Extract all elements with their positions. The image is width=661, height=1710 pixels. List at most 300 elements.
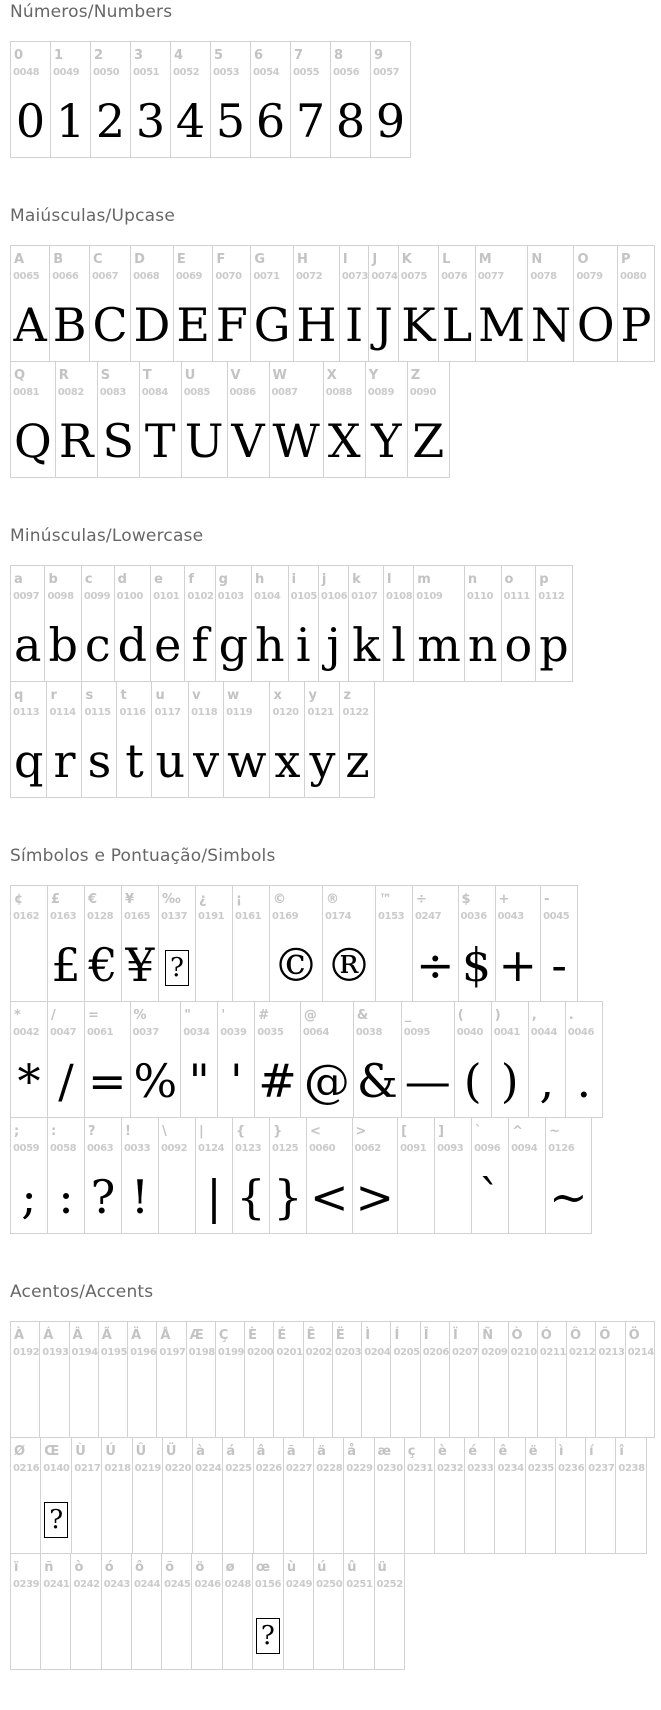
glyph-cell-0046 [565,1001,603,1118]
section-title-symbols: Símbolos e Pontuação/Simbols [10,846,276,866]
cell-glyph [362,1360,390,1437]
cell-code-label: 0123 [235,1143,262,1154]
cell-glyph: y [309,734,336,788]
cell-char-label: e [154,572,163,587]
glyph-cell-0118 [188,681,224,798]
cell-code-label: 0103 [217,591,244,602]
cell-code-label: 0252 [376,1579,403,1590]
cell-char-label: Ú [105,1444,116,1459]
cell-code-label: 0083 [99,387,126,398]
cell-char-label: x [273,688,282,703]
glyph-cell-0137 [158,885,196,1002]
cell-code-label: 0092 [161,1143,188,1154]
glyph-cell-0065 [10,245,50,362]
cell-glyph: D [133,298,171,352]
glyph-cell-0084 [139,361,182,478]
cell-glyph [421,1360,449,1437]
glyph-cell-0211 [537,1321,567,1438]
cell-glyph [233,924,269,1001]
glyph-cell-0126 [545,1117,592,1234]
cell-char-label: ù [286,1560,297,1575]
cell-glyph: ÷ [416,938,455,992]
cell-glyph: 2 [95,94,126,148]
glyph-cell-0076 [438,245,476,362]
cell-code-label: 0084 [141,387,168,398]
glyph-cell-0200 [244,1321,274,1438]
cell-glyph: : [58,1170,74,1224]
cell-char-label: A [14,252,25,267]
cell-char-label: 7 [294,48,304,63]
cell-char-label: + [498,892,510,907]
cell-char-label: l [387,572,392,587]
cell-char-label: 5 [214,48,224,63]
cell-glyph: ` [478,1170,502,1224]
cell-glyph: £ [51,938,81,992]
cell-code-label: 0051 [133,67,160,78]
glyph-cell-0235 [525,1437,556,1554]
glyph-cell-0209 [478,1321,508,1438]
glyph-row [10,565,573,682]
glyph-cell-0052 [170,41,211,158]
cell-code-label: 0207 [451,1347,479,1358]
cell-glyph [102,1592,131,1669]
cell-code-label: 0197 [159,1347,186,1358]
cell-code-label: 0128 [87,911,114,922]
glyph-cell-0058 [47,1117,85,1234]
cell-code-label: 0107 [351,591,378,602]
cell-code-label: 0070 [215,271,242,282]
glyph-cell-0054 [250,41,291,158]
glyph-cell-0109 [413,565,465,682]
cell-char-label: Â [72,1328,83,1343]
cell-char-label: w [227,688,240,703]
glyph-cell-0199 [215,1321,245,1438]
cell-glyph: j [326,618,341,672]
cell-code-label: 0081 [13,387,40,398]
cell-code-label: 0124 [198,1143,225,1154]
cell-code-label: 0046 [567,1027,594,1038]
cell-code-label: 0196 [130,1347,157,1358]
glyph-cell-0224 [192,1437,223,1554]
cell-glyph: Z [412,414,445,468]
cell-char-label: b [48,572,58,587]
cell-glyph: } [273,1170,303,1224]
cell-glyph: r [53,734,76,788]
cell-glyph: % [133,1054,178,1108]
cell-code-label: 0080 [620,271,647,282]
glyph-cell-0204 [361,1321,391,1438]
cell-char-label: @ [303,1008,317,1023]
glyph-cell-0060 [306,1117,353,1234]
cell-code-label: 0118 [191,707,218,718]
glyph-cell-0034 [180,1001,218,1118]
glyph-cell-0242 [70,1553,101,1670]
cell-code-label: 0036 [460,911,487,922]
glyph-cell-0056 [330,41,371,158]
cell-glyph [495,1476,524,1553]
glyph-row [10,41,411,158]
cell-char-label: p [539,572,549,587]
glyph-cell-0246 [191,1553,222,1670]
glyph-cell-0048 [10,41,51,158]
missing-glyph-box: ? [256,1618,280,1654]
cell-char-label: Q [14,368,26,383]
glyph-cell-0193 [39,1321,69,1438]
cell-code-label: 0090 [409,387,437,398]
glyph-cell-0203 [332,1321,362,1438]
cell-char-label: Ã [101,1328,112,1343]
cell-code-label: 0069 [175,271,203,282]
glyph-cell-0047 [47,1001,85,1118]
cell-code-label: 0076 [441,271,468,282]
glyph-cell-0225 [222,1437,253,1554]
cell-code-label: 0098 [47,591,74,602]
cell-char-label: í [589,1444,594,1459]
cell-glyph [245,1360,273,1437]
cell-code-label: 0250 [316,1579,343,1590]
glyph-cell-0050 [90,41,131,158]
glyph-cell-0251 [343,1553,374,1670]
section-accents [10,1282,661,1670]
cell-glyph [163,1476,192,1553]
cell-char-label: * [14,1008,21,1023]
glyph-cell-0230 [374,1437,405,1554]
glyph-cell-0124 [195,1117,233,1234]
glyph-cell-0244 [131,1553,162,1670]
cell-glyph: k [352,618,381,672]
cell-glyph: w [227,734,267,788]
cell-code-label: 0105 [290,591,317,602]
glyph-cell-0043 [495,885,542,1002]
cell-glyph [71,1592,100,1669]
cell-code-label: 0204 [364,1347,391,1358]
cell-glyph [556,1476,585,1553]
cell-code-label: 0033 [124,1143,151,1154]
cell-glyph: 3 [135,94,166,148]
cell-glyph: © [273,938,319,992]
cell-char-label: & [356,1008,369,1023]
cell-glyph: p [539,618,569,672]
glyph-cell-0229 [343,1437,374,1554]
glyph-cell-0241 [40,1553,71,1670]
cell-glyph: K [401,298,436,352]
cell-glyph [344,1592,373,1669]
section-title-accents: Acentos/Accents [10,1282,154,1302]
cell-code-label: 0234 [497,1463,524,1474]
glyph-cell-0038 [353,1001,402,1118]
glyph-cell-0096 [471,1117,509,1234]
cell-char-label: ì [558,1444,564,1459]
cell-char-label: ö [195,1560,205,1575]
cell-glyph [465,1476,494,1553]
cell-code-label: 0238 [618,1463,645,1474]
glyph-cell-0191 [195,885,233,1002]
cell-glyph: f [191,618,209,672]
cell-glyph [253,1592,283,1669]
cell-glyph [11,924,47,1001]
glyph-cell-0218 [101,1437,132,1554]
cell-char-label: , [531,1008,537,1023]
cell-code-label: 0091 [400,1143,427,1154]
cell-glyph: I [345,298,364,352]
cell-char-label: 1 [54,48,64,63]
glyph-cell-0064 [300,1001,354,1118]
glyph-cell-0113 [10,681,47,798]
cell-code-label: 0121 [307,707,334,718]
cell-glyph [596,1360,624,1437]
cell-code-label: 0249 [285,1579,313,1590]
cell-char-label: t [120,688,127,703]
cell-code-label: 0122 [342,707,369,718]
cell-code-label: 0047 [50,1027,77,1038]
cell-char-label: 8 [334,48,344,63]
cell-code-label: 0126 [548,1143,575,1154]
cell-char-label: s [85,688,94,703]
cell-char-label: Û [135,1444,147,1459]
section-symbols [10,846,661,1234]
cell-glyph: 5 [215,94,246,148]
glyph-table-uppercase [10,245,655,478]
cell-glyph: * [17,1054,41,1108]
cell-code-label: 0077 [477,271,504,282]
cell-char-label: = [88,1008,99,1023]
cell-code-label: 0233 [467,1463,494,1474]
glyph-cell-0192 [10,1321,40,1438]
cell-code-label: 0099 [83,591,111,602]
glyph-cell-0051 [130,41,171,158]
cell-char-label: Ô [570,1328,582,1343]
cell-glyph: E [176,298,210,352]
glyph-cell-0073 [339,245,369,362]
cell-code-label: 0109 [416,591,443,602]
cell-char-label: c [84,572,93,587]
glyph-cell-0081 [10,361,56,478]
glyph-cell-0234 [494,1437,525,1554]
glyph-table-lowercase [10,565,655,798]
glyph-cell-0053 [210,41,251,158]
cell-code-label: 0165 [124,911,151,922]
cell-char-label: M [478,252,492,267]
glyph-cell-0110 [464,565,502,682]
glyph-cell-0083 [97,361,140,478]
cell-char-label: œ [255,1560,271,1575]
cell-code-label: 0230 [376,1463,403,1474]
glyph-cell-0249 [283,1553,314,1670]
glyph-cell-0092 [158,1117,196,1234]
glyph-table-numbers [10,41,655,158]
cell-glyph [102,1476,131,1553]
cell-char-label: T [142,368,152,383]
cell-code-label: 0088 [325,387,353,398]
cell-char-label: æ [377,1444,392,1459]
glyph-row [10,361,450,478]
glyph-cell-0112 [535,565,572,682]
glyph-row [10,1321,655,1438]
cell-char-label: û [347,1560,357,1575]
cell-glyph: s [87,734,112,788]
glyph-cell-0121 [304,681,340,798]
glyph-cell-0089 [365,361,408,478]
character-map-page [0,2,661,1710]
cell-glyph: + [498,938,538,992]
glyph-cell-0033 [121,1117,159,1234]
cell-code-label: 0111 [503,591,530,602]
cell-code-label: 0059 [13,1143,40,1154]
glyph-cell-0074 [368,245,398,362]
cell-code-label: 0213 [598,1347,625,1358]
cell-glyph: ! [130,1170,150,1224]
cell-glyph: " [188,1054,210,1108]
glyph-cell-0237 [585,1437,616,1554]
cell-code-label: 0094 [511,1143,538,1154]
cell-char-label: 9 [374,48,384,63]
cell-glyph [162,1592,191,1669]
glyph-cell-0080 [617,245,655,362]
cell-glyph [72,1476,101,1553]
cell-glyph [192,1592,221,1669]
cell-char-label: ñ [44,1560,54,1575]
glyph-cell-0049 [50,41,91,158]
glyph-cell-0210 [508,1321,538,1438]
cell-char-label: â [256,1444,266,1459]
cell-glyph: c [84,618,111,672]
glyph-cell-0093 [434,1117,472,1234]
cell-glyph: N [530,298,572,352]
cell-glyph: ? [90,1170,116,1224]
glyph-cell-0140 [40,1437,72,1554]
cell-code-label: 0217 [74,1463,101,1474]
cell-char-label: 0 [14,48,24,63]
cell-glyph [99,1360,127,1437]
cell-glyph: . [576,1054,592,1108]
cell-char-label: N [531,252,543,267]
glyph-cell-0250 [313,1553,344,1670]
cell-char-label: O [577,252,589,267]
cell-code-label: 0140 [43,1463,70,1474]
glyph-cell-0220 [162,1437,193,1554]
cell-char-label: Ó [540,1328,552,1343]
cell-char-label: U [184,368,196,383]
glyph-cell-0205 [390,1321,420,1438]
cell-glyph: 1 [55,94,86,148]
cell-code-label: 0201 [276,1347,303,1358]
cell-glyph: & [356,1054,398,1108]
cell-glyph [41,1476,71,1553]
cell-glyph [405,1476,434,1553]
cell-char-label: z [343,688,352,703]
cell-glyph: € [88,938,118,992]
cell-code-label: 0226 [255,1463,282,1474]
glyph-row [10,1553,405,1670]
cell-char-label: \ [162,1124,167,1139]
glyph-row [10,1001,603,1118]
cell-code-label: 0082 [57,387,84,398]
cell-char-label: 4 [174,48,184,63]
cell-char-label: ä [317,1444,326,1459]
cell-glyph: ' [229,1054,243,1108]
cell-char-label: - [544,892,550,907]
cell-glyph [187,1360,215,1437]
cell-code-label: 0209 [481,1347,508,1358]
glyph-cell-0161 [232,885,270,1002]
glyph-cell-0095 [401,1001,455,1118]
cell-glyph: > [355,1170,395,1224]
glyph-cell-0163 [47,885,85,1002]
cell-code-label: 0244 [133,1579,161,1590]
cell-char-label: ] [438,1124,445,1139]
cell-glyph: @ [303,1054,350,1108]
cell-glyph [284,1476,313,1553]
cell-code-label: 0115 [84,707,111,718]
cell-glyph: C [92,298,128,352]
glyph-cell-0057 [370,41,411,158]
glyph-cell-0039 [217,1001,255,1118]
cell-glyph [40,1360,68,1437]
cell-char-label: Ì [365,1328,371,1343]
cell-char-label: Ò [511,1328,523,1343]
glyph-row [10,1117,592,1234]
cell-code-label: 0228 [316,1463,343,1474]
cell-char-label: Y [368,368,379,383]
cell-glyph [314,1476,343,1553]
cell-code-label: 0075 [400,271,428,282]
cell-glyph: M [478,298,526,352]
cell-code-label: 0162 [13,911,40,922]
cell-code-label: 0231 [406,1463,433,1474]
cell-glyph [132,1592,161,1669]
glyph-cell-0239 [10,1553,41,1670]
cell-code-label: 0114 [49,707,76,718]
cell-char-label: P [621,252,631,267]
cell-code-label: 0243 [103,1579,130,1590]
glyph-cell-0103 [215,565,252,682]
cell-code-label: 0064 [302,1027,330,1038]
cell-char-label: [ [401,1124,408,1139]
cell-char-label: Á [43,1328,54,1343]
cell-char-label: ™ [379,892,392,907]
cell-glyph [509,1156,545,1233]
cell-char-label: ^ [512,1124,523,1139]
cell-char-label: m [417,572,431,587]
cell-char-label: Í [394,1328,400,1343]
glyph-cell-0116 [116,681,152,798]
cell-code-label: 0232 [437,1463,464,1474]
cell-glyph [304,1360,332,1437]
glyph-row [10,885,578,1002]
glyph-cell-0206 [420,1321,450,1438]
cell-char-label: Õ [599,1328,611,1343]
cell-code-label: 0242 [73,1579,100,1590]
cell-char-label: ; [14,1124,20,1139]
cell-char-label: € [88,892,98,907]
cell-char-label: ‰ [162,892,181,907]
cell-code-label: 0225 [225,1463,252,1474]
cell-glyph: ~ [549,1170,588,1224]
section-title-lowercase: Minúsculas/Lowercase [10,526,204,546]
cell-glyph: A [13,298,47,352]
glyph-cell-0035 [254,1001,301,1118]
missing-glyph-box: ? [44,1502,68,1538]
glyph-cell-0055 [290,41,331,158]
cell-code-label: 0163 [50,911,77,922]
cell-code-label: 0211 [539,1347,567,1358]
cell-glyph: W [272,414,320,468]
glyph-cell-0217 [71,1437,102,1554]
cell-glyph [333,1360,361,1437]
cell-code-label: 0245 [164,1579,191,1590]
glyph-cell-0201 [273,1321,303,1438]
cell-char-label: v [192,688,201,703]
